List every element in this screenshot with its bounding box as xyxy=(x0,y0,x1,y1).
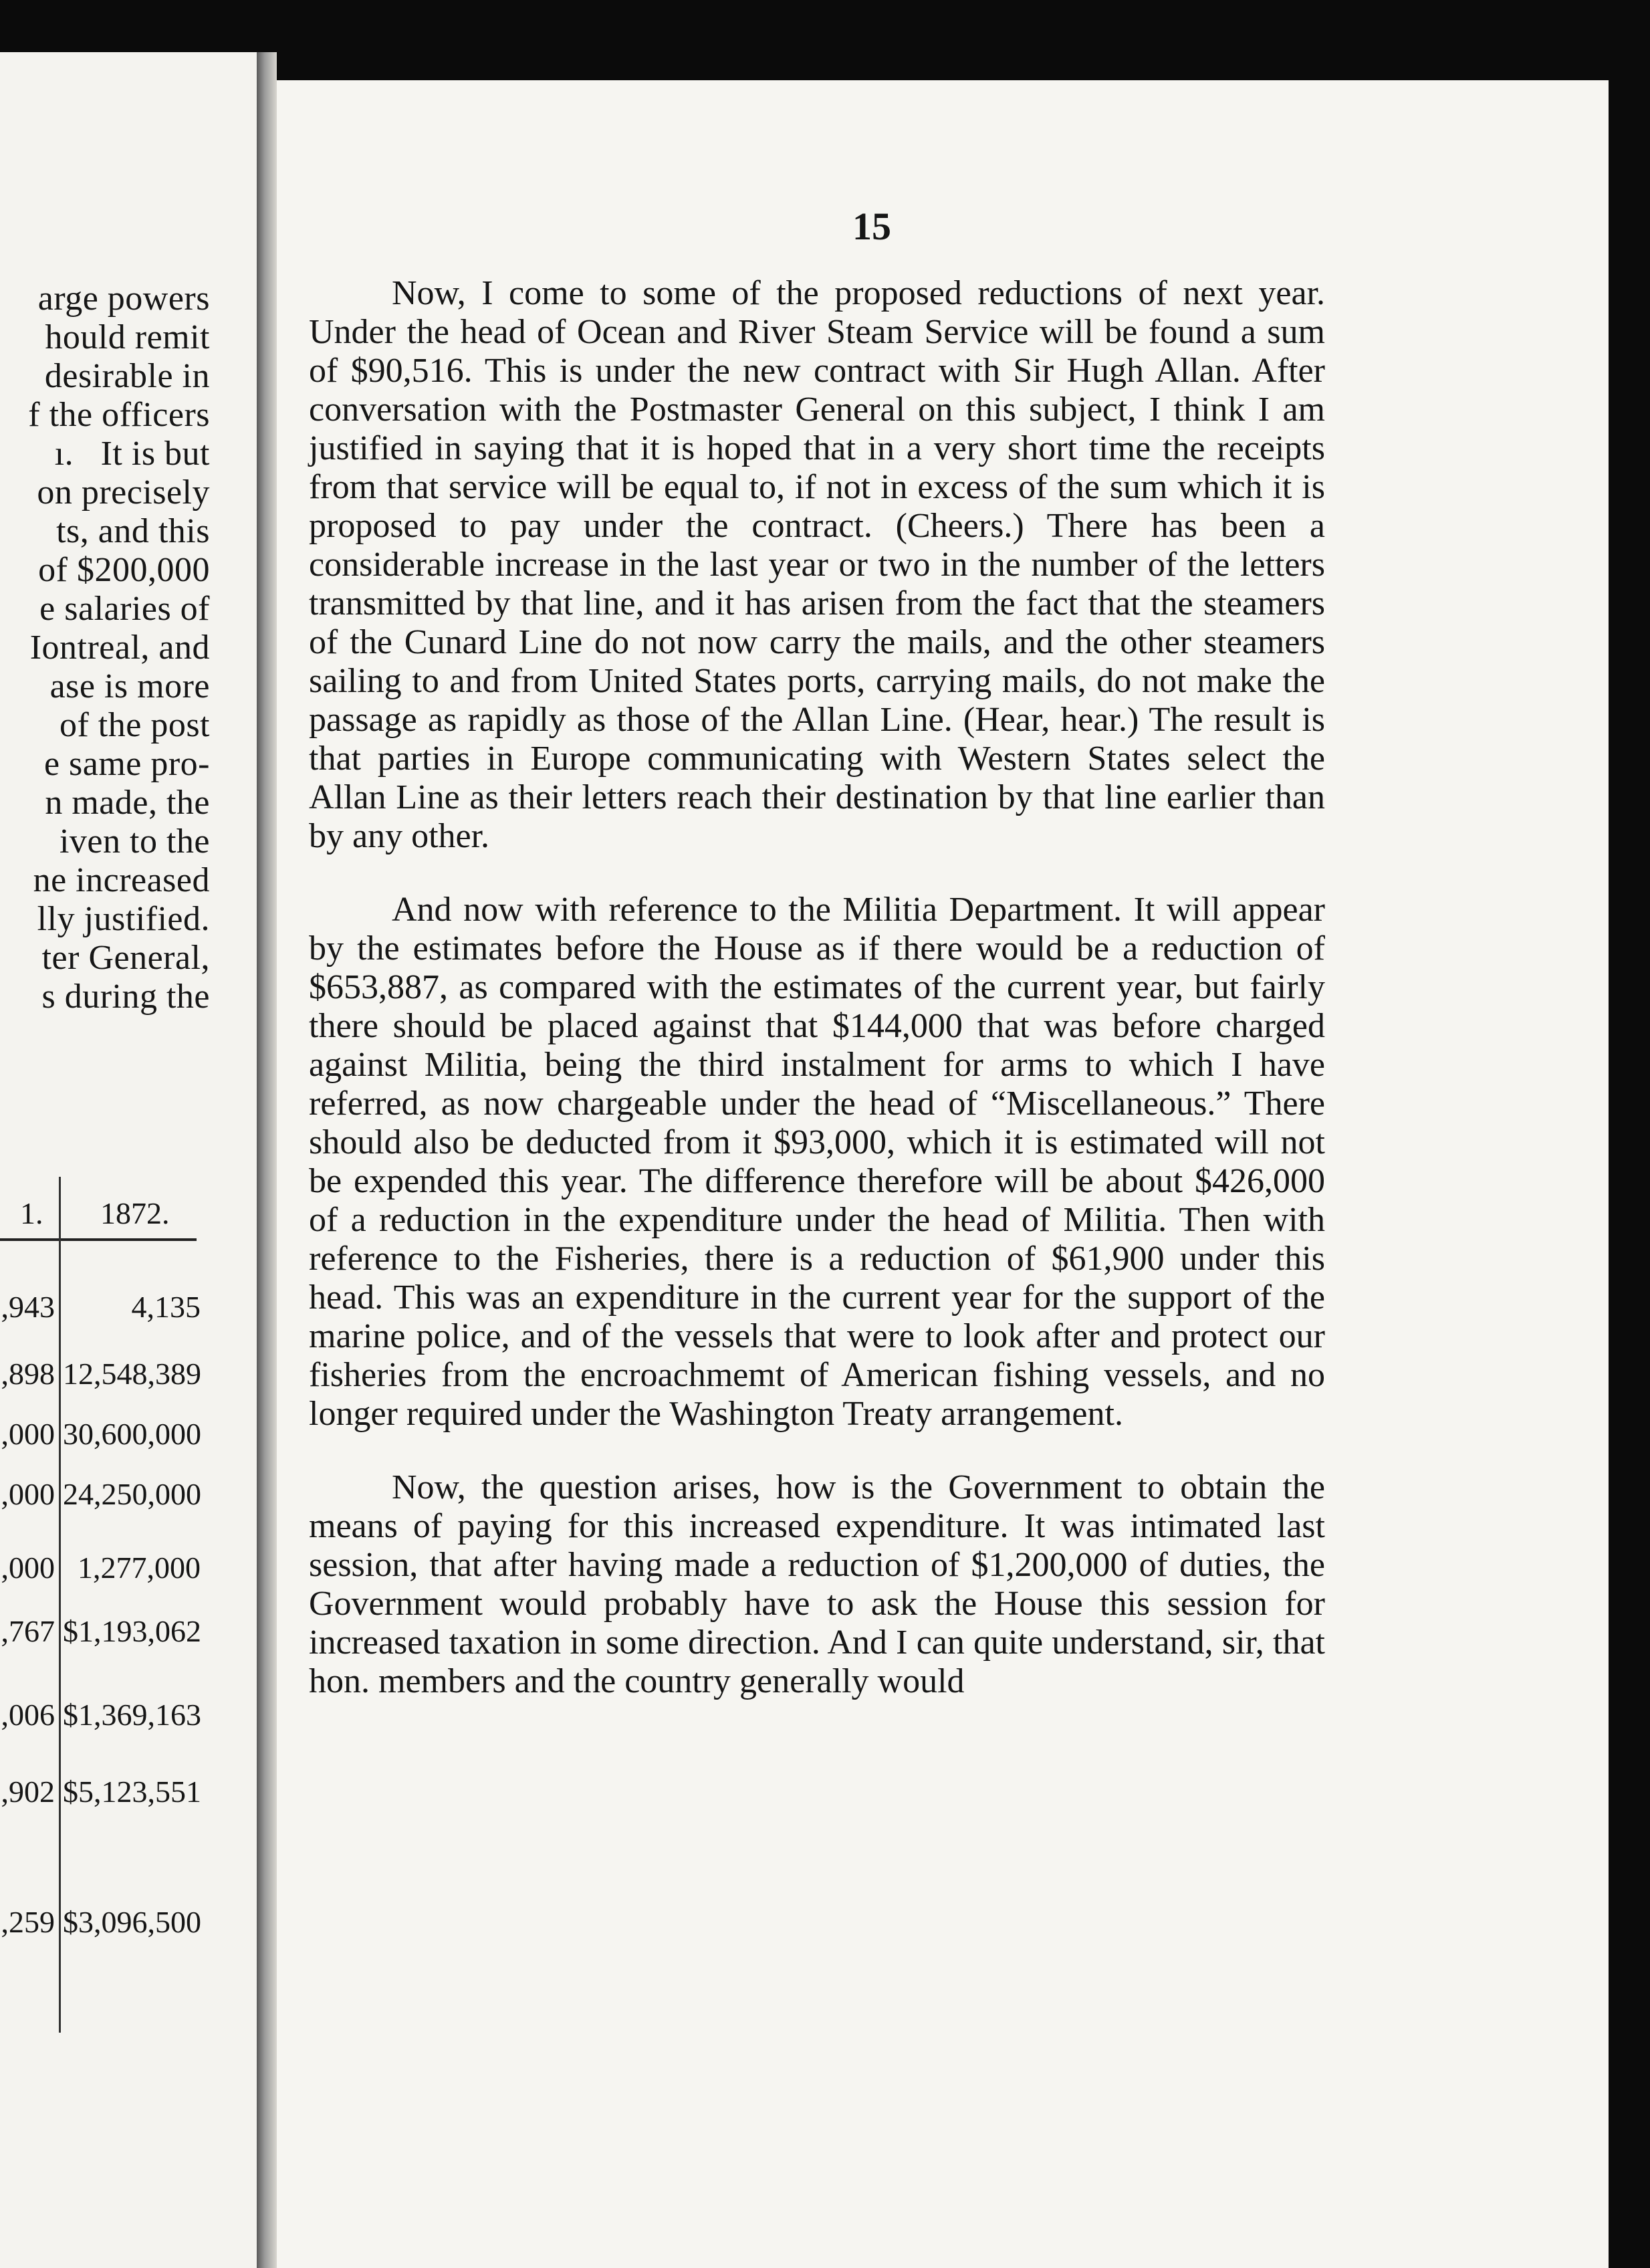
left-page-line: hould remit xyxy=(45,318,210,356)
table-cell: 30,600,000 xyxy=(63,1417,201,1451)
table-cell: ,006 xyxy=(1,1698,55,1732)
right-page xyxy=(277,80,1609,2268)
table-column-rule xyxy=(59,1177,61,2033)
left-page-text xyxy=(28,279,210,1016)
left-page-line: Iontreal, and xyxy=(29,629,210,667)
table-cell: ,943 xyxy=(1,1290,55,1324)
left-page-line: n made, the xyxy=(45,784,210,822)
left-page-line: ase is more xyxy=(49,667,210,705)
left-page-line: lly justified. xyxy=(37,900,210,938)
table-cell: ,259 xyxy=(1,1905,55,1939)
left-page-line: e salaries of xyxy=(39,590,210,628)
left-page-line: of the post xyxy=(59,706,210,744)
left-page-line: e same pro- xyxy=(43,745,210,783)
book-gutter xyxy=(257,52,277,2268)
left-page-line: on precisely xyxy=(37,473,210,512)
left-page-line: ne increased xyxy=(33,861,210,899)
paragraph-ocean-steam-service: Now, I come to some of the proposed reductions of next year. Under the head of Ocean and River Steam Service will be found a sum of $90,516. This is under the new contract with Sir Hugh Allan. After conversation with the Postmaster General on this subject, I think I am justified in saying that it is hoped that in a very short time the receipts from that service will be equal to, if not in excess of the sum which it is proposed to pay under the contract. (Cheers.) There has been a considerable increase in the last year or two in the number of the letters transmitted by that line, and it has arisen from the fact that the steamers of the Cunard Line do not now carry the mails, and the other steamers sailing to and from United States ports, carrying mails, do not make the passage as rapidly as those of the Allan Line. (Hear, hear.) The result is that parties in Europe communicating with Western States select the Allan Line as their letters reach their destination by that line earlier than by any other. xyxy=(309,274,1325,855)
table-cell: $5,123,551 xyxy=(63,1775,201,1809)
table-cell: 4,135 xyxy=(131,1290,201,1324)
table-header-col1: 1. xyxy=(20,1196,43,1230)
table-header-col2: 1872. xyxy=(100,1196,170,1230)
left-page-line: ts, and this xyxy=(56,512,210,550)
table-cell: ,000 xyxy=(1,1417,55,1451)
table-cell: $1,369,163 xyxy=(63,1698,201,1732)
table-cell: 1,277,000 xyxy=(78,1551,201,1585)
table-cell: ,000 xyxy=(1,1551,55,1585)
table-cell: ,898 xyxy=(1,1357,55,1391)
left-page-fragment xyxy=(0,52,257,2268)
paragraph-militia-department: And now with reference to the Militia Department. It will appear by the estimates before the House as if there would be a reduction of $653,887, as compared with the estimates of the current year, but fairly there should be placed against that $144,000 that was before charged against Militia, being the third instalment for arms to which I have referred, as now chargeable under the head of “Miscellaneous.” There should also be deducted from it $93,000, which it is estimated will not be expended this year. The difference therefore will be about $426,000 of a reduction in the expenditure under the head of Militia. Then with reference to the Fisheries, there is a reduction of $61,900 under this head. This was an expenditure in the current year for the support of the marine police, and of the vessels that were to look after and protect our fisheries from the encroachmemt of American fishing vessels, and no longer required under the Washington Treaty arrangement. xyxy=(309,891,1325,1433)
table-cell: ,767 xyxy=(1,1614,55,1648)
table-cell: 24,250,000 xyxy=(63,1477,201,1511)
left-page-line: f the officers xyxy=(28,396,210,434)
paragraph-increased-expenditure: Now, the question arises, how is the Government to obtain the means of paying for this increased expenditure. It was intimated last session, that after having made a reduction of $1,200,000 of duties, the Government would probably have to ask the House this session for increased taxation in some direction. And I can quite understand, sir, that hon. members and the country generally would xyxy=(309,1468,1325,1700)
body-text xyxy=(309,274,1325,1736)
left-page-line: s during the xyxy=(41,978,210,1016)
table-cell: ,902 xyxy=(1,1775,55,1809)
left-page-table xyxy=(0,1163,210,2033)
table-cell: ,000 xyxy=(1,1477,55,1511)
table-cell: $3,096,500 xyxy=(63,1905,201,1939)
left-page-line: desirable in xyxy=(44,357,210,395)
table-header-rule xyxy=(0,1238,197,1241)
table-cell: 12,548,389 xyxy=(63,1357,201,1391)
page-number: 15 xyxy=(852,205,891,248)
table-cell: $1,193,062 xyxy=(63,1614,201,1648)
left-page-line: of $200,000 xyxy=(38,551,210,589)
left-page-line: arge powers xyxy=(37,279,210,318)
left-page-line: ı. It is but xyxy=(54,435,210,473)
left-page-line: iven to the xyxy=(59,822,210,861)
left-page-line: ter General, xyxy=(41,939,210,977)
